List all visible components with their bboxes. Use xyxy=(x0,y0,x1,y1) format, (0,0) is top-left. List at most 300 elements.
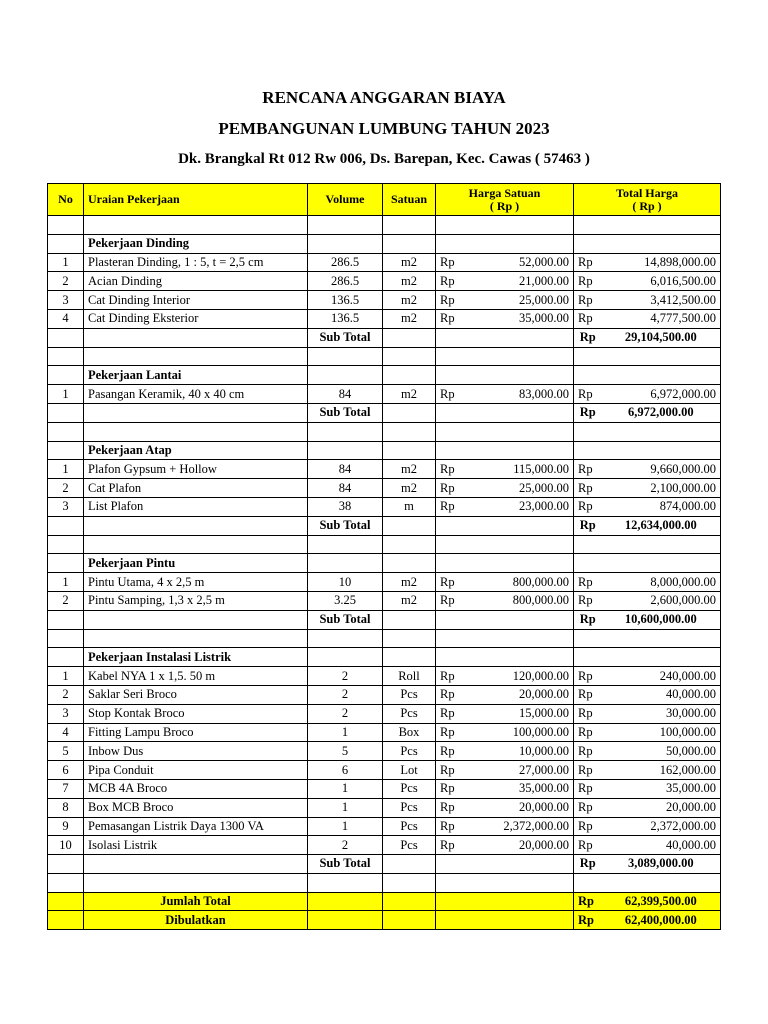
header-total-harga-line2: ( Rp ) xyxy=(632,198,662,213)
empty-cell xyxy=(308,535,383,554)
empty-cell xyxy=(308,234,383,253)
empty-cell xyxy=(602,366,721,385)
empty-cell xyxy=(602,422,721,441)
empty-cell xyxy=(436,554,470,573)
table-row xyxy=(48,385,721,404)
total-currency: Rp xyxy=(574,704,602,723)
empty-cell xyxy=(48,648,84,667)
empty-cell xyxy=(470,366,574,385)
document-subtitle: PEMBANGUNAN LUMBUNG TAHUN 2023 xyxy=(218,119,550,138)
table-row xyxy=(48,497,721,516)
empty-cell xyxy=(383,347,436,366)
empty-cell xyxy=(48,516,84,535)
table-row xyxy=(48,779,721,798)
rounded-row xyxy=(48,911,721,930)
empty-cell xyxy=(436,855,470,874)
total-currency: Rp xyxy=(574,309,602,328)
empty-cell xyxy=(308,441,383,460)
item-unit-price: 15,000.00 xyxy=(470,704,574,723)
item-unit: m2 xyxy=(383,309,436,328)
item-unit-price: 83,000.00 xyxy=(470,385,574,404)
empty-cell xyxy=(470,347,574,366)
item-no: 1 xyxy=(48,253,84,272)
item-description: Cat Dinding Eksterior xyxy=(84,309,308,328)
item-description: Plasteran Dinding, 1 : 5, t = 2,5 cm xyxy=(84,253,308,272)
unit-price-currency: Rp xyxy=(436,272,470,291)
empty-cell xyxy=(436,422,470,441)
total-currency: Rp xyxy=(574,685,602,704)
item-no: 1 xyxy=(48,667,84,686)
empty-cell xyxy=(470,855,574,874)
item-description: Pasangan Keramik, 40 x 40 cm xyxy=(84,385,308,404)
empty-cell xyxy=(436,366,470,385)
empty-cell xyxy=(383,648,436,667)
item-total: 9,660,000.00 xyxy=(602,460,721,479)
section-title: Pekerjaan Pintu xyxy=(84,554,308,573)
table-row xyxy=(48,479,721,498)
spacer-row xyxy=(48,873,721,892)
table-footer xyxy=(48,892,721,930)
empty-cell xyxy=(470,911,574,930)
empty-cell xyxy=(308,216,383,235)
table-row xyxy=(48,253,721,272)
header-volume: Volume xyxy=(308,184,383,216)
item-no: 1 xyxy=(48,573,84,592)
section-title: Pekerjaan Lantai xyxy=(84,366,308,385)
total-currency: Rp xyxy=(574,291,602,310)
empty-cell xyxy=(383,216,436,235)
total-currency: Rp xyxy=(574,272,602,291)
item-total: 100,000.00 xyxy=(602,723,721,742)
empty-cell xyxy=(602,554,721,573)
empty-cell xyxy=(574,216,602,235)
empty-cell xyxy=(48,366,84,385)
subtotal-value: 12,634,000.00 xyxy=(602,516,721,535)
empty-cell xyxy=(383,441,436,460)
subtotal-label: Sub Total xyxy=(308,328,383,347)
table-row xyxy=(48,836,721,855)
budget-table xyxy=(47,183,721,930)
item-description: Isolasi Listrik xyxy=(84,836,308,855)
header-uraian: Uraian Pekerjaan xyxy=(84,184,308,216)
section-title: Pekerjaan Instalasi Listrik xyxy=(84,648,308,667)
unit-price-currency: Rp xyxy=(436,479,470,498)
item-unit-price: 800,000.00 xyxy=(470,573,574,592)
empty-cell xyxy=(48,855,84,874)
table-row xyxy=(48,742,721,761)
item-unit: m2 xyxy=(383,460,436,479)
table-row xyxy=(48,685,721,704)
item-unit-price: 2,372,000.00 xyxy=(470,817,574,836)
empty-cell xyxy=(308,629,383,648)
table-row xyxy=(48,272,721,291)
item-volume: 10 xyxy=(308,573,383,592)
empty-cell xyxy=(84,629,308,648)
subtotal-value: 10,600,000.00 xyxy=(602,610,721,629)
table-row xyxy=(48,761,721,780)
empty-cell xyxy=(436,629,470,648)
section-header-row xyxy=(48,648,721,667)
item-no: 2 xyxy=(48,591,84,610)
empty-cell xyxy=(436,347,470,366)
item-no: 9 xyxy=(48,817,84,836)
empty-cell xyxy=(84,516,308,535)
item-volume: 2 xyxy=(308,704,383,723)
empty-cell xyxy=(436,892,470,911)
empty-cell xyxy=(436,328,470,347)
empty-cell xyxy=(48,328,84,347)
rounded-currency: Rp xyxy=(574,911,602,930)
empty-cell xyxy=(436,648,470,667)
empty-cell xyxy=(48,216,84,235)
empty-cell xyxy=(308,911,383,930)
table-row xyxy=(48,704,721,723)
item-unit: m2 xyxy=(383,272,436,291)
item-total: 14,898,000.00 xyxy=(602,253,721,272)
empty-cell xyxy=(470,234,574,253)
empty-cell xyxy=(574,554,602,573)
total-currency: Rp xyxy=(574,573,602,592)
table-row xyxy=(48,723,721,742)
total-currency: Rp xyxy=(574,385,602,404)
item-unit-price: 20,000.00 xyxy=(470,836,574,855)
empty-cell xyxy=(383,535,436,554)
item-volume: 2 xyxy=(308,667,383,686)
empty-cell xyxy=(48,403,84,422)
item-total: 50,000.00 xyxy=(602,742,721,761)
document-address: Dk. Brangkal Rt 012 Rw 006, Ds. Barepan, Kec. Cawas ( 57463 ) xyxy=(178,151,590,167)
empty-cell xyxy=(470,648,574,667)
item-unit-price: 115,000.00 xyxy=(470,460,574,479)
unit-price-currency: Rp xyxy=(436,460,470,479)
subtotal-value: 6,972,000.00 xyxy=(602,403,721,422)
header-harga-satuan-line2: ( Rp ) xyxy=(489,198,520,213)
empty-cell xyxy=(84,610,308,629)
total-currency: Rp xyxy=(574,817,602,836)
dibulatkan-value: 62,400,000.00 xyxy=(602,911,721,930)
total-currency: Rp xyxy=(574,779,602,798)
header-harga-satuan-line1: Harga Satuan xyxy=(468,185,541,200)
empty-cell xyxy=(308,873,383,892)
item-volume: 2 xyxy=(308,685,383,704)
item-total: 40,000.00 xyxy=(602,685,721,704)
empty-cell xyxy=(383,328,436,347)
table-row xyxy=(48,309,721,328)
empty-cell xyxy=(470,216,574,235)
total-currency: Rp xyxy=(574,742,602,761)
subtotal-currency: Rp xyxy=(574,328,602,347)
empty-cell xyxy=(470,328,574,347)
item-no: 1 xyxy=(48,460,84,479)
empty-cell xyxy=(48,441,84,460)
unit-price-currency: Rp xyxy=(436,385,470,404)
item-total: 2,372,000.00 xyxy=(602,817,721,836)
empty-cell xyxy=(436,234,470,253)
empty-cell xyxy=(383,873,436,892)
item-volume: 84 xyxy=(308,385,383,404)
empty-cell xyxy=(574,347,602,366)
empty-cell xyxy=(84,855,308,874)
table-row xyxy=(48,291,721,310)
item-unit: Box xyxy=(383,723,436,742)
empty-cell xyxy=(574,648,602,667)
empty-cell xyxy=(602,535,721,554)
item-volume: 5 xyxy=(308,742,383,761)
item-volume: 6 xyxy=(308,761,383,780)
item-no: 3 xyxy=(48,704,84,723)
item-unit-price: 35,000.00 xyxy=(470,779,574,798)
item-total: 240,000.00 xyxy=(602,667,721,686)
empty-cell xyxy=(84,347,308,366)
item-total: 2,600,000.00 xyxy=(602,591,721,610)
item-description: Pipa Conduit xyxy=(84,761,308,780)
item-volume: 84 xyxy=(308,479,383,498)
total-currency: Rp xyxy=(574,798,602,817)
item-unit: m2 xyxy=(383,253,436,272)
item-description: Cat Dinding Interior xyxy=(84,291,308,310)
empty-cell xyxy=(470,892,574,911)
item-volume: 1 xyxy=(308,798,383,817)
item-description: MCB 4A Broco xyxy=(84,779,308,798)
empty-cell xyxy=(602,648,721,667)
empty-cell xyxy=(470,422,574,441)
item-unit-price: 25,000.00 xyxy=(470,479,574,498)
item-unit-price: 35,000.00 xyxy=(470,309,574,328)
item-no: 7 xyxy=(48,779,84,798)
item-no: 2 xyxy=(48,479,84,498)
empty-cell xyxy=(84,873,308,892)
empty-cell xyxy=(383,422,436,441)
empty-cell xyxy=(48,610,84,629)
empty-cell xyxy=(436,610,470,629)
empty-cell xyxy=(383,629,436,648)
item-unit: m2 xyxy=(383,591,436,610)
unit-price-currency: Rp xyxy=(436,685,470,704)
item-description: Saklar Seri Broco xyxy=(84,685,308,704)
item-unit: Lot xyxy=(383,761,436,780)
total-currency: Rp xyxy=(574,667,602,686)
total-currency: Rp xyxy=(574,723,602,742)
spacer-row xyxy=(48,535,721,554)
item-unit-price: 23,000.00 xyxy=(470,497,574,516)
empty-cell xyxy=(574,873,602,892)
empty-cell xyxy=(48,629,84,648)
table-row xyxy=(48,667,721,686)
jumlah-total-value: 62,399,500.00 xyxy=(602,892,721,911)
header-no: No xyxy=(48,184,84,216)
item-unit: m xyxy=(383,497,436,516)
total-currency: Rp xyxy=(574,460,602,479)
empty-cell xyxy=(602,441,721,460)
subtotal-label: Sub Total xyxy=(308,610,383,629)
empty-cell xyxy=(470,441,574,460)
item-description: Pintu Samping, 1,3 x 2,5 m xyxy=(84,591,308,610)
section-header-row xyxy=(48,234,721,253)
unit-price-currency: Rp xyxy=(436,761,470,780)
unit-price-currency: Rp xyxy=(436,497,470,516)
table-body xyxy=(48,216,721,893)
item-total: 2,100,000.00 xyxy=(602,479,721,498)
item-unit-price: 100,000.00 xyxy=(470,723,574,742)
item-total: 8,000,000.00 xyxy=(602,573,721,592)
item-description: Pintu Utama, 4 x 2,5 m xyxy=(84,573,308,592)
item-no: 2 xyxy=(48,685,84,704)
item-volume: 2 xyxy=(308,836,383,855)
item-unit-price: 27,000.00 xyxy=(470,761,574,780)
unit-price-currency: Rp xyxy=(436,723,470,742)
empty-cell xyxy=(602,873,721,892)
unit-price-currency: Rp xyxy=(436,253,470,272)
subtotal-label: Sub Total xyxy=(308,403,383,422)
item-total: 3,412,500.00 xyxy=(602,291,721,310)
empty-cell xyxy=(574,366,602,385)
subtotal-row xyxy=(48,516,721,535)
item-no: 3 xyxy=(48,291,84,310)
total-currency: Rp xyxy=(574,836,602,855)
table-row xyxy=(48,460,721,479)
empty-cell xyxy=(436,535,470,554)
subtotal-value: 29,104,500.00 xyxy=(602,328,721,347)
item-volume: 3.25 xyxy=(308,591,383,610)
header-satuan: Satuan xyxy=(383,184,436,216)
unit-price-currency: Rp xyxy=(436,836,470,855)
empty-cell xyxy=(436,441,470,460)
empty-cell xyxy=(470,873,574,892)
empty-cell xyxy=(308,366,383,385)
item-total: 4,777,500.00 xyxy=(602,309,721,328)
empty-cell xyxy=(48,422,84,441)
unit-price-currency: Rp xyxy=(436,591,470,610)
empty-cell xyxy=(574,629,602,648)
empty-cell xyxy=(470,403,574,422)
subtotal-label: Sub Total xyxy=(308,516,383,535)
item-description: Inbow Dus xyxy=(84,742,308,761)
item-no: 8 xyxy=(48,798,84,817)
subtotal-currency: Rp xyxy=(574,855,602,874)
empty-cell xyxy=(383,234,436,253)
empty-cell xyxy=(48,911,84,930)
empty-cell xyxy=(470,629,574,648)
empty-cell xyxy=(602,347,721,366)
item-unit-price: 52,000.00 xyxy=(470,253,574,272)
item-description: Pemasangan Listrik Daya 1300 VA xyxy=(84,817,308,836)
total-currency: Rp xyxy=(574,479,602,498)
empty-cell xyxy=(84,422,308,441)
subtotal-row xyxy=(48,610,721,629)
item-total: 162,000.00 xyxy=(602,761,721,780)
total-currency: Rp xyxy=(574,253,602,272)
empty-cell xyxy=(308,347,383,366)
unit-price-currency: Rp xyxy=(436,573,470,592)
item-description: Fitting Lampu Broco xyxy=(84,723,308,742)
unit-price-currency: Rp xyxy=(436,291,470,310)
item-unit: Pcs xyxy=(383,704,436,723)
item-no: 1 xyxy=(48,385,84,404)
item-no: 2 xyxy=(48,272,84,291)
section-header-row xyxy=(48,366,721,385)
empty-cell xyxy=(602,216,721,235)
empty-cell xyxy=(84,328,308,347)
section-title: Pekerjaan Atap xyxy=(84,441,308,460)
unit-price-currency: Rp xyxy=(436,667,470,686)
item-volume: 84 xyxy=(308,460,383,479)
empty-cell xyxy=(470,535,574,554)
item-total: 30,000.00 xyxy=(602,704,721,723)
item-volume: 136.5 xyxy=(308,291,383,310)
empty-cell xyxy=(383,403,436,422)
empty-cell xyxy=(48,554,84,573)
item-total: 20,000.00 xyxy=(602,798,721,817)
item-total: 6,972,000.00 xyxy=(602,385,721,404)
header-total-harga-line1: Total Harga xyxy=(616,185,678,200)
subtotal-currency: Rp xyxy=(574,516,602,535)
item-volume: 136.5 xyxy=(308,309,383,328)
empty-cell xyxy=(436,516,470,535)
empty-cell xyxy=(470,554,574,573)
item-unit: m2 xyxy=(383,291,436,310)
item-unit-price: 25,000.00 xyxy=(470,291,574,310)
spacer-row xyxy=(48,422,721,441)
table-row xyxy=(48,591,721,610)
item-unit-price: 800,000.00 xyxy=(470,591,574,610)
empty-cell xyxy=(48,873,84,892)
empty-cell xyxy=(383,366,436,385)
item-no: 6 xyxy=(48,761,84,780)
empty-cell xyxy=(574,234,602,253)
empty-cell xyxy=(48,535,84,554)
subtotal-row xyxy=(48,328,721,347)
empty-cell xyxy=(436,216,470,235)
empty-cell xyxy=(383,892,436,911)
total-currency: Rp xyxy=(574,497,602,516)
empty-cell xyxy=(383,516,436,535)
empty-cell xyxy=(84,403,308,422)
empty-cell xyxy=(574,441,602,460)
empty-cell xyxy=(383,610,436,629)
unit-price-currency: Rp xyxy=(436,779,470,798)
empty-cell xyxy=(308,648,383,667)
item-volume: 286.5 xyxy=(308,272,383,291)
item-description: Acian Dinding xyxy=(84,272,308,291)
item-unit: Pcs xyxy=(383,779,436,798)
item-unit: Roll xyxy=(383,667,436,686)
unit-price-currency: Rp xyxy=(436,704,470,723)
empty-cell xyxy=(470,516,574,535)
table-row xyxy=(48,817,721,836)
section-title: Pekerjaan Dinding xyxy=(84,234,308,253)
empty-cell xyxy=(308,892,383,911)
item-no: 4 xyxy=(48,723,84,742)
item-unit-price: 20,000.00 xyxy=(470,798,574,817)
empty-cell xyxy=(48,347,84,366)
item-unit: m2 xyxy=(383,385,436,404)
item-description: Cat Plafon xyxy=(84,479,308,498)
subtotal-currency: Rp xyxy=(574,403,602,422)
table-row xyxy=(48,798,721,817)
empty-cell xyxy=(84,216,308,235)
item-volume: 1 xyxy=(308,779,383,798)
item-volume: 1 xyxy=(308,723,383,742)
item-volume: 38 xyxy=(308,497,383,516)
unit-price-currency: Rp xyxy=(436,798,470,817)
empty-cell xyxy=(308,422,383,441)
item-unit: Pcs xyxy=(383,836,436,855)
item-unit-price: 10,000.00 xyxy=(470,742,574,761)
total-currency: Rp xyxy=(574,591,602,610)
empty-cell xyxy=(436,911,470,930)
empty-cell xyxy=(383,911,436,930)
item-volume: 286.5 xyxy=(308,253,383,272)
